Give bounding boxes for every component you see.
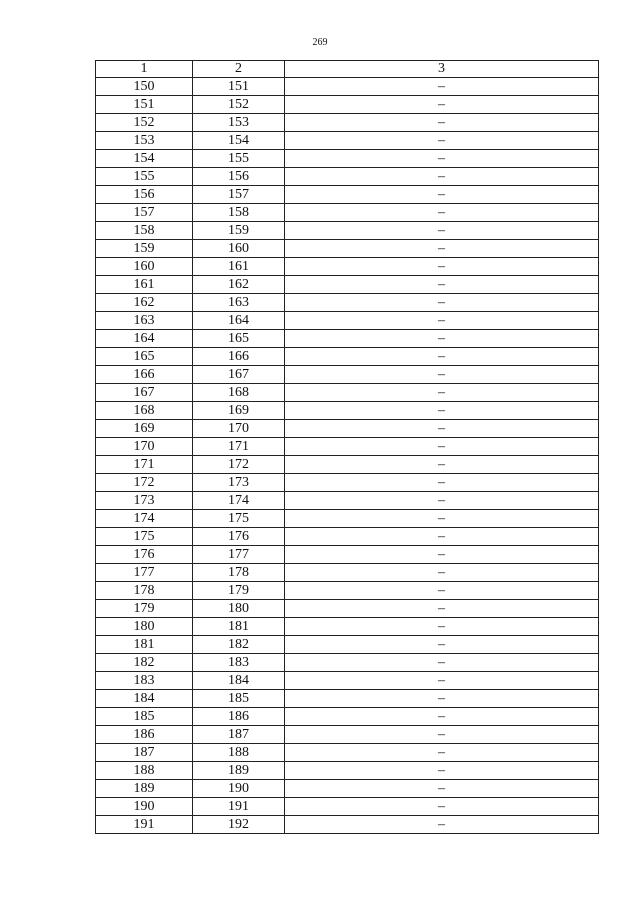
table-cell-col-1: 175 bbox=[96, 528, 193, 546]
table-cell-col-3: – bbox=[285, 420, 599, 438]
table-cell-col-2: 173 bbox=[193, 474, 285, 492]
table-row bbox=[96, 222, 599, 240]
table-cell-col-3: – bbox=[285, 744, 599, 762]
table-row bbox=[96, 708, 599, 726]
table-cell-col-2: 180 bbox=[193, 600, 285, 618]
table-cell-col-2: 154 bbox=[193, 132, 285, 150]
table-row bbox=[96, 636, 599, 654]
table-cell-col-2: 159 bbox=[193, 222, 285, 240]
table-row bbox=[96, 312, 599, 330]
table-row bbox=[96, 132, 599, 150]
table-cell-col-1: 187 bbox=[96, 744, 193, 762]
table-cell-col-1: 150 bbox=[96, 78, 193, 96]
table-cell-col-1: 176 bbox=[96, 546, 193, 564]
table-cell-col-1: 160 bbox=[96, 258, 193, 276]
table-row bbox=[96, 582, 599, 600]
table-cell-col-1: 171 bbox=[96, 456, 193, 474]
table-row bbox=[96, 114, 599, 132]
table-cell-col-1: 152 bbox=[96, 114, 193, 132]
table-row bbox=[96, 258, 599, 276]
table-cell-col-2: 151 bbox=[193, 78, 285, 96]
table-row bbox=[96, 600, 599, 618]
table-cell-col-1: 178 bbox=[96, 582, 193, 600]
table-cell-col-2: 165 bbox=[193, 330, 285, 348]
table-cell-col-2: 160 bbox=[193, 240, 285, 258]
table-row bbox=[96, 96, 599, 114]
table-cell-col-2: 155 bbox=[193, 150, 285, 168]
table-row bbox=[96, 672, 599, 690]
table-cell-col-3: – bbox=[285, 240, 599, 258]
table-cell-col-1: 159 bbox=[96, 240, 193, 258]
table-cell-col-3: – bbox=[285, 366, 599, 384]
table-cell-col-3: – bbox=[285, 528, 599, 546]
table-cell-col-1: 174 bbox=[96, 510, 193, 528]
table-cell-col-1: 179 bbox=[96, 600, 193, 618]
table-cell-col-3: – bbox=[285, 600, 599, 618]
table-cell-col-2: 156 bbox=[193, 168, 285, 186]
table-cell-col-2: 168 bbox=[193, 384, 285, 402]
table-row bbox=[96, 492, 599, 510]
table-cell-col-3: – bbox=[285, 348, 599, 366]
table-cell-col-3: – bbox=[285, 582, 599, 600]
table-cell-col-3: – bbox=[285, 294, 599, 312]
table-cell-col-1: 166 bbox=[96, 366, 193, 384]
table-cell-col-2: 185 bbox=[193, 690, 285, 708]
table-cell-col-2: 164 bbox=[193, 312, 285, 330]
table-cell-col-2: 176 bbox=[193, 528, 285, 546]
table-cell-col-2: 158 bbox=[193, 204, 285, 222]
table-cell-col-3: – bbox=[285, 96, 599, 114]
table-cell-col-2: 182 bbox=[193, 636, 285, 654]
table-cell-col-1: 163 bbox=[96, 312, 193, 330]
table-cell-col-2: 179 bbox=[193, 582, 285, 600]
table-cell-col-3: – bbox=[285, 276, 599, 294]
table-cell-col-1: 167 bbox=[96, 384, 193, 402]
table-cell-col-2: 188 bbox=[193, 744, 285, 762]
table-cell-col-3: – bbox=[285, 672, 599, 690]
table-cell-col-2: 162 bbox=[193, 276, 285, 294]
table-row bbox=[96, 348, 599, 366]
table-cell-col-2: 190 bbox=[193, 780, 285, 798]
table-cell-col-1: 183 bbox=[96, 672, 193, 690]
table-header-row bbox=[96, 61, 599, 78]
table-cell-col-3: – bbox=[285, 186, 599, 204]
table-cell-col-2: 152 bbox=[193, 96, 285, 114]
table-row bbox=[96, 474, 599, 492]
table-cell-col-2: 186 bbox=[193, 708, 285, 726]
table-row bbox=[96, 690, 599, 708]
table-cell-col-2: 153 bbox=[193, 114, 285, 132]
table-row bbox=[96, 816, 599, 834]
table-row bbox=[96, 780, 599, 798]
table-cell-col-2: 184 bbox=[193, 672, 285, 690]
table-cell-col-3: – bbox=[285, 618, 599, 636]
table-row bbox=[96, 384, 599, 402]
table-cell-col-2: 191 bbox=[193, 798, 285, 816]
table-cell-col-3: – bbox=[285, 114, 599, 132]
table-cell-col-2: 178 bbox=[193, 564, 285, 582]
table-cell-col-3: – bbox=[285, 402, 599, 420]
table-row bbox=[96, 330, 599, 348]
table-cell-col-1: 181 bbox=[96, 636, 193, 654]
table-cell-col-3: – bbox=[285, 312, 599, 330]
table-cell-col-2: 192 bbox=[193, 816, 285, 834]
table-cell-col-2: 161 bbox=[193, 258, 285, 276]
table-cell-col-3: – bbox=[285, 690, 599, 708]
table-cell-col-1: 162 bbox=[96, 294, 193, 312]
table-cell-col-2: 172 bbox=[193, 456, 285, 474]
table-row bbox=[96, 276, 599, 294]
table-row bbox=[96, 528, 599, 546]
table-cell-col-3: – bbox=[285, 798, 599, 816]
table-row bbox=[96, 402, 599, 420]
table-cell-col-2: 169 bbox=[193, 402, 285, 420]
column-header-1: 1 bbox=[96, 61, 193, 78]
table-cell-col-2: 170 bbox=[193, 420, 285, 438]
table-row bbox=[96, 546, 599, 564]
table-cell-col-2: 167 bbox=[193, 366, 285, 384]
table-row bbox=[96, 420, 599, 438]
table-row bbox=[96, 240, 599, 258]
table-cell-col-2: 157 bbox=[193, 186, 285, 204]
table-row bbox=[96, 618, 599, 636]
table-cell-col-2: 177 bbox=[193, 546, 285, 564]
table-row bbox=[96, 510, 599, 528]
table-row bbox=[96, 564, 599, 582]
table-row bbox=[96, 654, 599, 672]
table-row bbox=[96, 456, 599, 474]
table-cell-col-1: 164 bbox=[96, 330, 193, 348]
table-cell-col-1: 173 bbox=[96, 492, 193, 510]
table-cell-col-3: – bbox=[285, 456, 599, 474]
table-cell-col-1: 191 bbox=[96, 816, 193, 834]
table-cell-col-1: 188 bbox=[96, 762, 193, 780]
table-cell-col-3: – bbox=[285, 816, 599, 834]
table-cell-col-3: – bbox=[285, 762, 599, 780]
table-cell-col-3: – bbox=[285, 204, 599, 222]
table-cell-col-3: – bbox=[285, 222, 599, 240]
table-cell-col-1: 186 bbox=[96, 726, 193, 744]
table-cell-col-1: 169 bbox=[96, 420, 193, 438]
table-row bbox=[96, 726, 599, 744]
column-header-3: 3 bbox=[285, 61, 599, 78]
table-cell-col-1: 184 bbox=[96, 690, 193, 708]
table-cell-col-3: – bbox=[285, 546, 599, 564]
table-cell-col-3: – bbox=[285, 330, 599, 348]
table-cell-col-3: – bbox=[285, 150, 599, 168]
table-cell-col-1: 158 bbox=[96, 222, 193, 240]
table-row bbox=[96, 438, 599, 456]
table-cell-col-1: 177 bbox=[96, 564, 193, 582]
table-cell-col-1: 168 bbox=[96, 402, 193, 420]
table-cell-col-1: 153 bbox=[96, 132, 193, 150]
table-cell-col-3: – bbox=[285, 708, 599, 726]
data-table bbox=[95, 60, 599, 834]
table-cell-col-1: 189 bbox=[96, 780, 193, 798]
table-cell-col-3: – bbox=[285, 780, 599, 798]
table-row bbox=[96, 150, 599, 168]
table-cell-col-1: 172 bbox=[96, 474, 193, 492]
table-cell-col-1: 154 bbox=[96, 150, 193, 168]
table-cell-col-3: – bbox=[285, 726, 599, 744]
table-row bbox=[96, 186, 599, 204]
table-cell-col-3: – bbox=[285, 438, 599, 456]
table-cell-col-3: – bbox=[285, 168, 599, 186]
table-cell-col-1: 157 bbox=[96, 204, 193, 222]
table-cell-col-1: 182 bbox=[96, 654, 193, 672]
table-row bbox=[96, 744, 599, 762]
table-cell-col-1: 155 bbox=[96, 168, 193, 186]
table-cell-col-3: – bbox=[285, 258, 599, 276]
table-row bbox=[96, 294, 599, 312]
table-cell-col-2: 171 bbox=[193, 438, 285, 456]
table-cell-col-1: 170 bbox=[96, 438, 193, 456]
table-cell-col-2: 187 bbox=[193, 726, 285, 744]
table-cell-col-3: – bbox=[285, 474, 599, 492]
table-cell-col-3: – bbox=[285, 78, 599, 96]
table-row bbox=[96, 366, 599, 384]
table-cell-col-3: – bbox=[285, 492, 599, 510]
table-row bbox=[96, 762, 599, 780]
table-row bbox=[96, 798, 599, 816]
table-cell-col-1: 180 bbox=[96, 618, 193, 636]
column-header-2: 2 bbox=[193, 61, 285, 78]
table-cell-col-1: 161 bbox=[96, 276, 193, 294]
table-cell-col-3: – bbox=[285, 636, 599, 654]
table-row bbox=[96, 168, 599, 186]
table-cell-col-2: 166 bbox=[193, 348, 285, 366]
table-cell-col-1: 185 bbox=[96, 708, 193, 726]
table-cell-col-1: 156 bbox=[96, 186, 193, 204]
table-cell-col-2: 189 bbox=[193, 762, 285, 780]
table-cell-col-1: 151 bbox=[96, 96, 193, 114]
table-row bbox=[96, 78, 599, 96]
table-cell-col-3: – bbox=[285, 510, 599, 528]
table-cell-col-3: – bbox=[285, 564, 599, 582]
table-cell-col-1: 165 bbox=[96, 348, 193, 366]
table-cell-col-2: 175 bbox=[193, 510, 285, 528]
table-cell-col-1: 190 bbox=[96, 798, 193, 816]
page-number: 269 bbox=[312, 37, 328, 48]
table-cell-col-2: 163 bbox=[193, 294, 285, 312]
table-row bbox=[96, 204, 599, 222]
table-cell-col-2: 183 bbox=[193, 654, 285, 672]
table-cell-col-3: – bbox=[285, 654, 599, 672]
table-cell-col-3: – bbox=[285, 132, 599, 150]
table-cell-col-2: 181 bbox=[193, 618, 285, 636]
table-cell-col-3: – bbox=[285, 384, 599, 402]
table-cell-col-2: 174 bbox=[193, 492, 285, 510]
